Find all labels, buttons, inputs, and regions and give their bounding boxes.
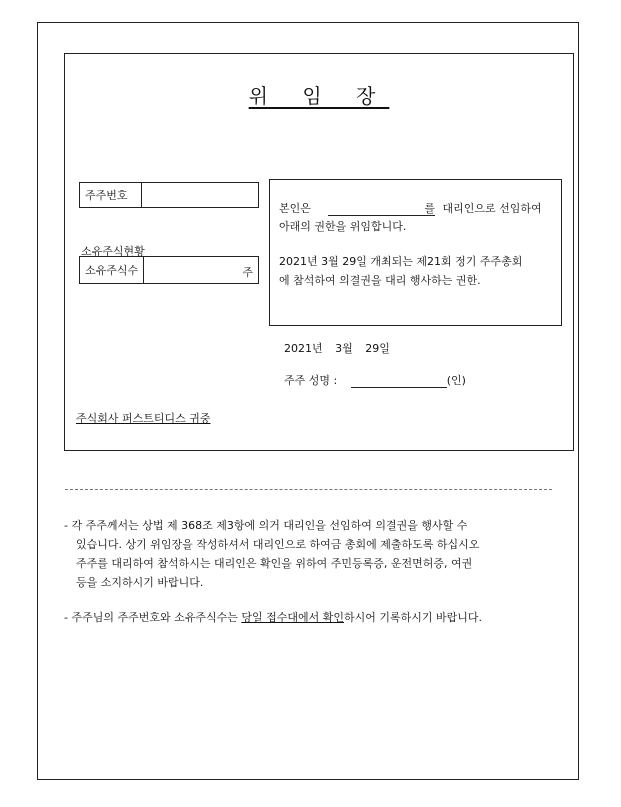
proxy-statement-box [269, 179, 562, 326]
note1-line3: 주주를 대리하여 참석하시는 대리인은 확인을 위하여 주민등록증, 운전면허증, 여권 [76, 557, 473, 570]
note-2 [64, 608, 482, 627]
shareholder-no-label: 주주번호 [80, 183, 142, 207]
date-day: 29일 [365, 342, 390, 355]
note2-post: 하시어 기록하시기 바랍니다. [344, 611, 483, 624]
proxy-line1-particle: 를 [424, 202, 436, 215]
shares-unit: 주 [242, 266, 253, 279]
shares-label: 소유주식수 [80, 257, 144, 283]
dashed-divider [65, 489, 552, 490]
proxy-line-4: 에 참석하여 의결권을 대리 행사하는 권한. [279, 274, 481, 287]
note1-line2: 있습니다. 상기 위임장을 작성하셔서 대리인으로 하여금 총회에 제출하도록 하십시오 [76, 538, 480, 551]
proxy-line1-pre: 본인은 [279, 202, 311, 215]
signature-blank[interactable] [351, 374, 447, 388]
proxy-line-2: 아래의 권한을 위임합니다. [279, 220, 407, 233]
shares-field[interactable] [79, 256, 259, 284]
proxy-line1-post: 대리인으로 선임하여 [442, 202, 542, 215]
form-title: 위 임 장 [248, 84, 390, 108]
addressee: 주식회사 퍼스트티디스 귀중 [76, 412, 211, 425]
date [284, 340, 390, 356]
date-month: 3월 [335, 342, 353, 355]
holdings-heading: 소유주식현황 [81, 245, 145, 258]
seal-mark: (인) [446, 374, 466, 387]
proxy-name-blank[interactable] [328, 202, 424, 216]
note2-pre: - 주주님의 주주번호와 소유주식수는 [64, 611, 238, 624]
date-year: 2021년 [284, 342, 323, 355]
proxy-line-1 [279, 200, 542, 216]
proxy-form [64, 53, 574, 451]
note2-underlined: 당일 접수대에서 확인 [241, 611, 344, 624]
signature-label: 주주 성명 : [284, 374, 338, 387]
note1-line4: 등을 소지하시기 바랍니다. [76, 576, 204, 589]
note1-line1: - 각 주주께서는 상법 제 368조 제3항에 의거 대리인을 선임하여 의결권을 행사할 수 [64, 519, 468, 532]
note-1 [64, 516, 479, 592]
signature-row [284, 372, 466, 388]
proxy-line-3: 2021년 3월 29일 개최되는 제21회 정기 주주총회 [279, 255, 523, 268]
shareholder-no-field[interactable] [79, 182, 259, 208]
